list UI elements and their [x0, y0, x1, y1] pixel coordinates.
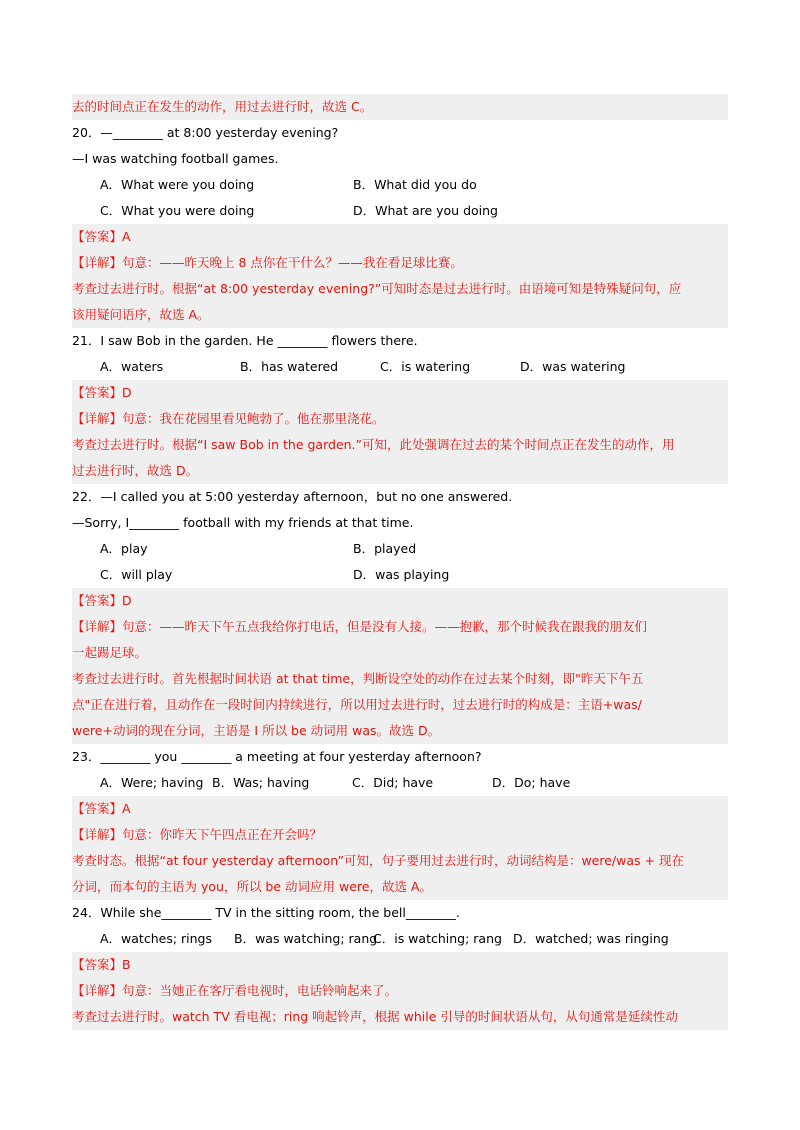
question-22 [72, 484, 728, 744]
option-c: C．is watering [380, 359, 471, 374]
explanation-line: 考查过去进行时。watch TV 看电视；ring 响起铃声，根据 while 引导的时间状语从句，从句通常是延续性动 [72, 1009, 678, 1024]
answer-line: 【答案】A [72, 801, 131, 816]
option-d: D．What are you doing [353, 203, 498, 218]
option-d: D．watched; was ringing [513, 931, 669, 946]
option-b: B．What did you do [353, 177, 477, 192]
option-c: C．What you were doing [100, 203, 255, 218]
answer-line: 【答案】D [72, 593, 132, 608]
option-b: B．Was; having [212, 775, 310, 790]
explanation-line: 考查过去进行时。根据“at 8:00 yesterday evening?”可知时态是过去进行时。由语境可知是特殊疑问句，应 [72, 281, 682, 296]
question-24 [72, 900, 728, 1030]
question-stem: 20．—________ at 8:00 yesterday evening? [72, 125, 339, 140]
explanation-line: 【详解】句意：你昨天下午四点正在开会吗？ [72, 827, 323, 842]
explanation-line: 考查时态。根据“at four yesterday afternoon”可知，句子要用过去进行时，动词结构是：were/was + 现在 [72, 853, 684, 868]
question-stem: —I was watching football games. [72, 151, 279, 166]
option-a: A．waters [100, 359, 164, 374]
answer-block [72, 380, 728, 484]
options-row [72, 172, 728, 198]
explanation-line: 过去进行时，故选 D。 [72, 463, 199, 478]
answer-block [72, 224, 728, 328]
question-stem: 23．________ you ________ a meeting at four yesterday afternoon? [72, 749, 482, 764]
question-stem: 24．While she________ TV in the sitting room, the bell________. [72, 905, 460, 920]
option-a: A．What were you doing [100, 177, 255, 192]
option-d: D．Do; have [492, 775, 571, 790]
explanation-line: 【详解】句意：——昨天晚上 8 点你在干什么？——我在看足球比赛。 [72, 255, 463, 270]
explanation-line: 【详解】句意：当她正在客厅看电视时，电话铃响起来了。 [72, 983, 398, 998]
explanation-line: were+动词的现在分词，主语是 I 所以 be 动词用 was。故选 D。 [72, 723, 441, 738]
options-row [72, 926, 728, 952]
options-row [72, 562, 728, 588]
explanation-line: 点"正在进行着，且动作在一段时间内持续进行，所以用过去进行时，过去进行时的构成是：主语+was/ [72, 697, 642, 712]
answer-line: 【答案】D [72, 385, 132, 400]
option-a: A．watches; rings [100, 931, 212, 946]
question-stem: 22．—I called you at 5:00 yesterday afternoon，but no one answered. [72, 489, 513, 504]
option-c: C．is watching; rang [373, 931, 502, 946]
option-d: D．was playing [353, 567, 450, 582]
answer-line: 【答案】B [72, 957, 131, 972]
question-stem: 21．I saw Bob in the garden. He ________ flowers there. [72, 333, 418, 348]
explanation-line: 【详解】句意：——昨天下午五点我给你打电话，但是没有人接。——抱歉，那个时候我在跟我的朋友们 [72, 619, 648, 634]
explanation-line: 该用疑问语序，故选 A。 [72, 307, 210, 322]
explanation-line: 分词，而本句的主语为 you，所以 be 动词应用 were，故选 A。 [72, 879, 432, 894]
option-c: C．will play [100, 567, 173, 582]
answer-block [72, 952, 728, 1030]
question-23 [72, 744, 728, 900]
explanation-line: 去的时间点正在发生的动作，用过去进行时，故选 C。 [72, 94, 728, 120]
explanation-line: 考查过去进行时。首先根据时间状语 at that time，判断设空处的动作在过去某个时刻，即"昨天下午五 [72, 671, 644, 686]
option-d: D．was watering [520, 359, 626, 374]
option-a: A．play [100, 541, 148, 556]
option-b: B．played [353, 541, 417, 556]
explanation-line: 一起踢足球。 [72, 645, 148, 660]
options-row [72, 198, 728, 224]
option-b: B．was watching; rang [234, 931, 378, 946]
question-21 [72, 328, 728, 484]
answer-block [72, 796, 728, 900]
explanation-line: 考查过去进行时。根据“I saw Bob in the garden.”可知，此处强调在过去的某个时间点正在发生的动作，用 [72, 437, 675, 452]
option-c: C．Did; have [352, 775, 434, 790]
options-row [72, 536, 728, 562]
option-b: B．has watered [240, 359, 339, 374]
option-a: A．Were; having [100, 775, 204, 790]
options-row [72, 770, 728, 796]
explanation-line: 【详解】句意：我在花园里看见鲍勃了。他在那里浇花。 [72, 411, 385, 426]
answer-line: 【答案】A [72, 229, 131, 244]
question-stem: —Sorry, I________ football with my friends at that time. [72, 515, 414, 530]
options-row [72, 354, 728, 380]
answer-block [72, 588, 728, 744]
document-page [72, 94, 728, 1030]
question-20 [72, 120, 728, 328]
